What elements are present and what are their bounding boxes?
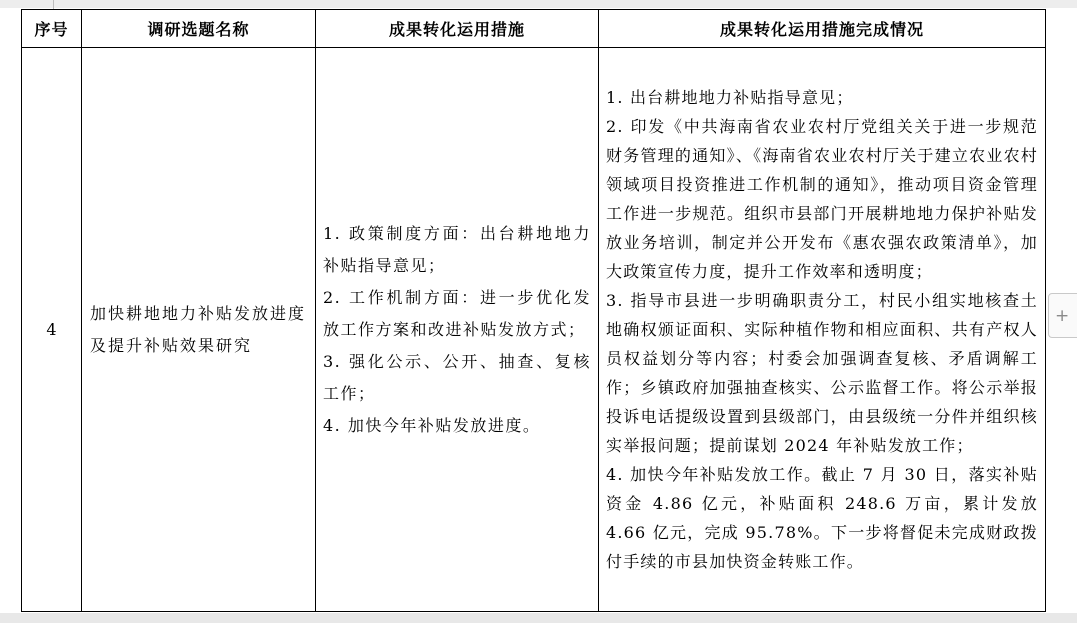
cell-index: 4 [22, 48, 82, 612]
column-header-topic: 调研选题名称 [82, 10, 316, 48]
cell-measures [316, 48, 599, 612]
column-header-index: 序号 [22, 10, 82, 48]
completion-item: 3. 指导市县进一步明确职责分工，村民小组实地核查土地确权颁证面积、实际种植作物和相应面积、共有产权人员权益划分等内容；村委会加强调查复核、矛盾调解工作；乡镇政府加强抽查核实、公示监督工作。将公示举报投诉电话提级设置到县级部门，由县级统一分件并组织核实举报问题；提前谋划 2024 年补贴发放工作； [606, 291, 1038, 455]
measure-item: 2. 工作机制方面：进一步优化发放工作方案和改进补贴发放方式； [323, 287, 591, 339]
measure-item: 1. 政策制度方面：出台耕地地力补贴指导意见； [323, 223, 591, 275]
completion-item: 4. 加快今年补贴发放工作。截止 7 月 30 日，落实补贴资金 4.86 亿元，补贴面积 248.6 万亩，累计发放 4.66 亿元，完成 95.78%。下一步将督促未完成财政拨付手续的市县加快资金转账工作。 [606, 465, 1038, 571]
column-header-measures: 成果转化运用措施 [316, 10, 599, 48]
measure-item: 4. 加快今年补贴发放进度。 [323, 415, 541, 435]
plus-icon: + [1055, 305, 1070, 326]
cell-completion [599, 48, 1046, 612]
cell-topic: 加快耕地地力补贴发放进度及提升补贴效果研究 [82, 48, 316, 612]
insert-plus-button[interactable] [1048, 293, 1077, 338]
bottom-margin-strip [0, 613, 1077, 623]
completion-item: 1. 出台耕地地力补贴指导意见； [606, 88, 854, 107]
measure-item: 3. 强化公示、公开、抽查、复核工作； [323, 351, 591, 403]
column-header-completion: 成果转化运用措施完成情况 [599, 10, 1046, 48]
top-margin-strip [0, 0, 1077, 8]
report-table [21, 9, 1046, 612]
header-row [22, 10, 1046, 48]
completion-item: 2. 印发《中共海南省农业农村厅党组关关于进一步规范财务管理的通知》、《海南省农业农村厅关于建立农业农村领域项目投资推进工作机制的通知》，推动项目资金管理工作进一步规范。组织市县部门开展耕地地力保护补贴发放业务培训，制定并公开发布《惠农强农政策清单》，加大政策宣传力度，提升工作效率和透明度； [606, 117, 1038, 281]
table-row [22, 48, 1046, 612]
